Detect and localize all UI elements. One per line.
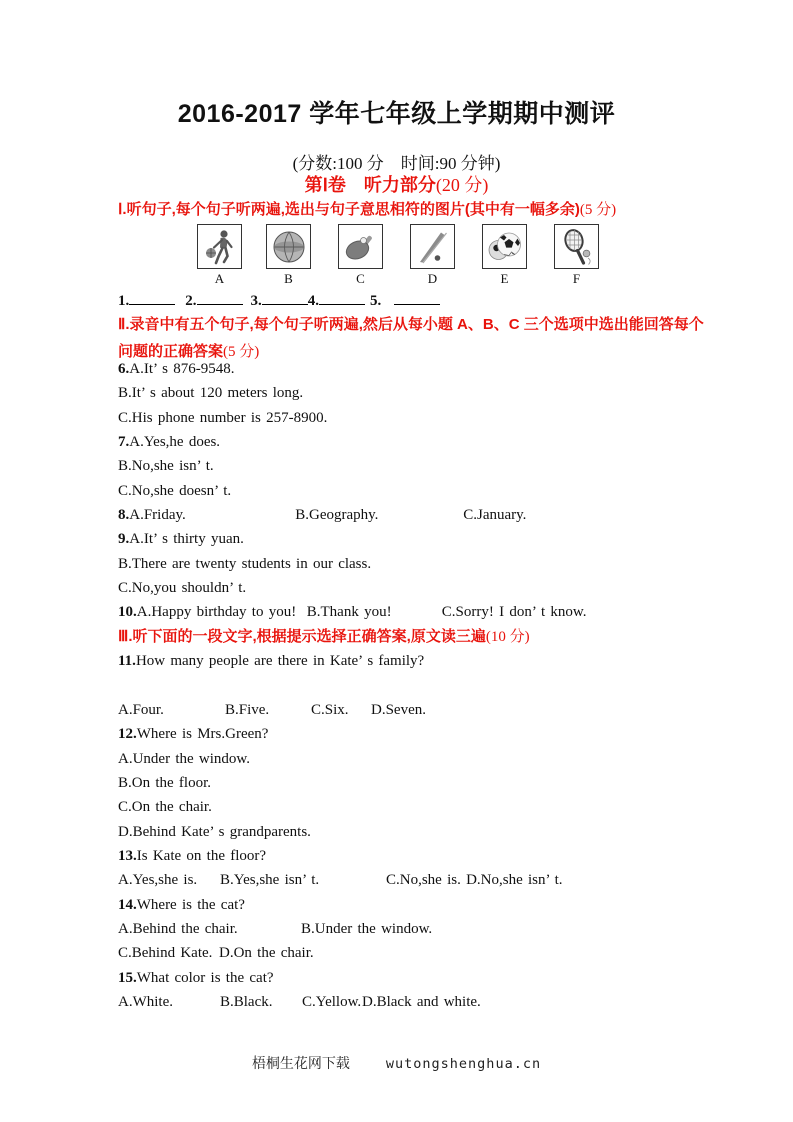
footer-site-url: wutongshenghua.cn xyxy=(385,1056,542,1072)
question-line xyxy=(118,454,768,478)
text-segment: C.Behind Kate. xyxy=(118,945,213,962)
question-line xyxy=(118,941,768,965)
text-segment: D.Black and white. xyxy=(362,993,481,1010)
answer-blank-line xyxy=(129,289,175,305)
text-segment: Where is the cat? xyxy=(136,896,245,913)
text-segment: 15. xyxy=(118,969,137,986)
answer-blanks-row xyxy=(118,289,440,310)
answer-blank-line xyxy=(262,289,308,305)
text-segment: A.Yes,he does. xyxy=(129,434,221,451)
text-segment: B.On the floor. xyxy=(118,774,211,791)
text-segment: How many people are there in Kate’ s family? xyxy=(135,653,425,670)
question-line xyxy=(118,600,768,624)
question-line xyxy=(118,479,768,503)
text-segment: 11. xyxy=(118,653,136,670)
picture-option-B xyxy=(266,224,311,287)
text-segment: A.It’ s thirty yuan. xyxy=(129,531,244,548)
question-line xyxy=(118,527,768,551)
blank-spacer-line xyxy=(118,673,768,697)
picture-option-E xyxy=(482,224,527,287)
picture-label: C xyxy=(356,271,365,286)
text-segment: Is Kate on the floor? xyxy=(136,847,267,864)
question-line xyxy=(118,990,768,1014)
section-1-heading xyxy=(0,171,793,197)
picture-option-F xyxy=(554,224,599,287)
text-segment: A.Four. xyxy=(118,701,164,718)
question-line xyxy=(118,381,768,405)
question-line xyxy=(118,771,768,795)
text-segment: 8. xyxy=(118,507,130,524)
picture-label: F xyxy=(572,271,581,286)
part-2-instruction-score: (5 分) xyxy=(223,344,260,360)
page-title: 2016-2017 学年七年级上学期期中测评 xyxy=(177,100,616,128)
text-segment: Ⅲ.听下面的一段文字,根据提示选择正确答案,原文读三遍 xyxy=(118,627,486,645)
score-time-subtitle: (分数:100 分 时间:90 分钟) xyxy=(292,154,501,173)
footer-site-name: 梧桐生花网下载 xyxy=(251,1057,350,1072)
question-line xyxy=(118,966,768,990)
text-segment: 10. xyxy=(118,604,137,621)
question-line xyxy=(118,503,768,527)
question-line xyxy=(118,430,768,454)
answer-blank-line xyxy=(394,289,440,305)
text-segment: B.No,she isn’ t. xyxy=(118,458,214,475)
picture-label: D xyxy=(427,271,438,286)
text-segment: C.Six. xyxy=(311,701,349,718)
part-1-instruction-score: (5 分) xyxy=(579,202,617,218)
text-segment: C.Yellow. xyxy=(302,993,362,1010)
text-segment: B.Five. xyxy=(225,701,270,718)
question-line xyxy=(118,868,768,892)
text-segment: (10 分) xyxy=(485,628,530,645)
question-line xyxy=(118,576,768,600)
page-footer xyxy=(0,1053,793,1073)
soccer-ball-icon xyxy=(482,224,527,269)
picture-option-C xyxy=(338,224,383,287)
text-segment: B.Thank you! xyxy=(306,604,392,621)
question-line xyxy=(118,917,768,941)
answer-blank-line xyxy=(197,289,243,305)
question-line xyxy=(118,357,768,381)
text-segment: C.January. xyxy=(463,507,527,524)
blank-number: 4. xyxy=(307,293,319,309)
section-1-title: 第Ⅰ卷 听力部分 xyxy=(304,175,436,195)
question-line xyxy=(118,820,768,844)
text-segment: A.Friday. xyxy=(129,507,186,524)
section-1-score: (20 分) xyxy=(435,175,489,195)
blank-number: 3. xyxy=(250,293,262,309)
text-segment: A.Under the window. xyxy=(118,750,251,767)
text-segment: D.Seven. xyxy=(371,701,426,718)
question-line xyxy=(118,747,768,771)
text-segment: D.Behind Kate’ s grandparents. xyxy=(118,823,311,840)
text-segment: D.On the chair. xyxy=(219,945,314,962)
text-segment: 9. xyxy=(118,531,130,548)
blank-number: 5. xyxy=(370,293,382,309)
text-segment: B.Black. xyxy=(220,993,273,1010)
part-2-instruction-text: 问题的正确答案 xyxy=(118,343,224,360)
answer-blank-line xyxy=(319,289,365,305)
text-segment: B.Yes,she isn’ t. xyxy=(220,872,320,889)
picture-label: B xyxy=(284,271,293,286)
text-segment: C.No,you shouldn’ t. xyxy=(118,580,247,597)
question-line xyxy=(118,844,768,868)
text-segment: Where is Mrs.Green? xyxy=(136,726,269,743)
text-segment: C.No,she doesn’ t. xyxy=(118,482,232,499)
basketball-player-icon xyxy=(197,224,242,269)
basketball-icon xyxy=(266,224,311,269)
text-segment: B.Geography. xyxy=(295,507,379,524)
text-segment: 7. xyxy=(118,434,130,451)
part-2-instruction-line-1: Ⅱ.录音中有五个句子,每个句子听两遍,然后从每小题 A、B、C 三个选项中选出能回答每个 xyxy=(118,316,704,333)
text-segment: C.Sorry! I don’ t know. xyxy=(441,604,587,621)
question-line xyxy=(118,649,768,673)
text-segment: A.It’ s 876-9548. xyxy=(129,361,235,377)
question-line xyxy=(118,698,768,722)
part-1-instruction xyxy=(118,198,616,219)
text-segment: A.White. xyxy=(118,993,173,1010)
tennis-racket-icon xyxy=(554,224,599,269)
section-instruction-line xyxy=(118,625,768,649)
text-segment: C.His phone number is 257-8900. xyxy=(118,409,328,426)
question-line xyxy=(118,552,768,576)
blank-number: 2. xyxy=(185,293,197,309)
question-line xyxy=(118,406,768,430)
text-segment: 6. xyxy=(118,361,130,377)
baseball-bat-icon xyxy=(410,224,455,269)
text-segment: 12. xyxy=(118,726,137,743)
text-segment: A.Behind the chair. xyxy=(118,920,238,937)
text-segment: B.There are twenty students in our class. xyxy=(118,555,372,572)
text-segment: B.Under the window. xyxy=(301,920,433,937)
text-segment: B.It’ s about 120 meters long. xyxy=(118,385,304,402)
picture-label: A xyxy=(214,271,225,286)
text-segment: C.On the chair. xyxy=(118,799,212,816)
part-1-instruction-text: Ⅰ.听句子,每个句子听两遍,选出与句子意思相符的图片(其中有一幅多余) xyxy=(118,201,580,218)
text-segment: A.Happy birthday to you! xyxy=(136,604,297,621)
question-line xyxy=(118,893,768,917)
question-line xyxy=(118,722,768,746)
text-segment: A.Yes,she is. xyxy=(118,872,198,889)
question-line xyxy=(118,795,768,819)
text-segment: C.No,she is. D.No,she isn’ t. xyxy=(386,872,563,889)
questions-block xyxy=(118,357,768,1014)
table-tennis-icon xyxy=(338,224,383,269)
text-segment: What color is the cat? xyxy=(136,969,274,986)
blank-number: 1. xyxy=(118,293,130,309)
text-segment: 14. xyxy=(118,896,137,913)
picture-label: E xyxy=(500,271,509,286)
picture-option-A xyxy=(197,224,242,287)
text-segment: 13. xyxy=(118,847,137,864)
picture-option-D xyxy=(410,224,455,287)
